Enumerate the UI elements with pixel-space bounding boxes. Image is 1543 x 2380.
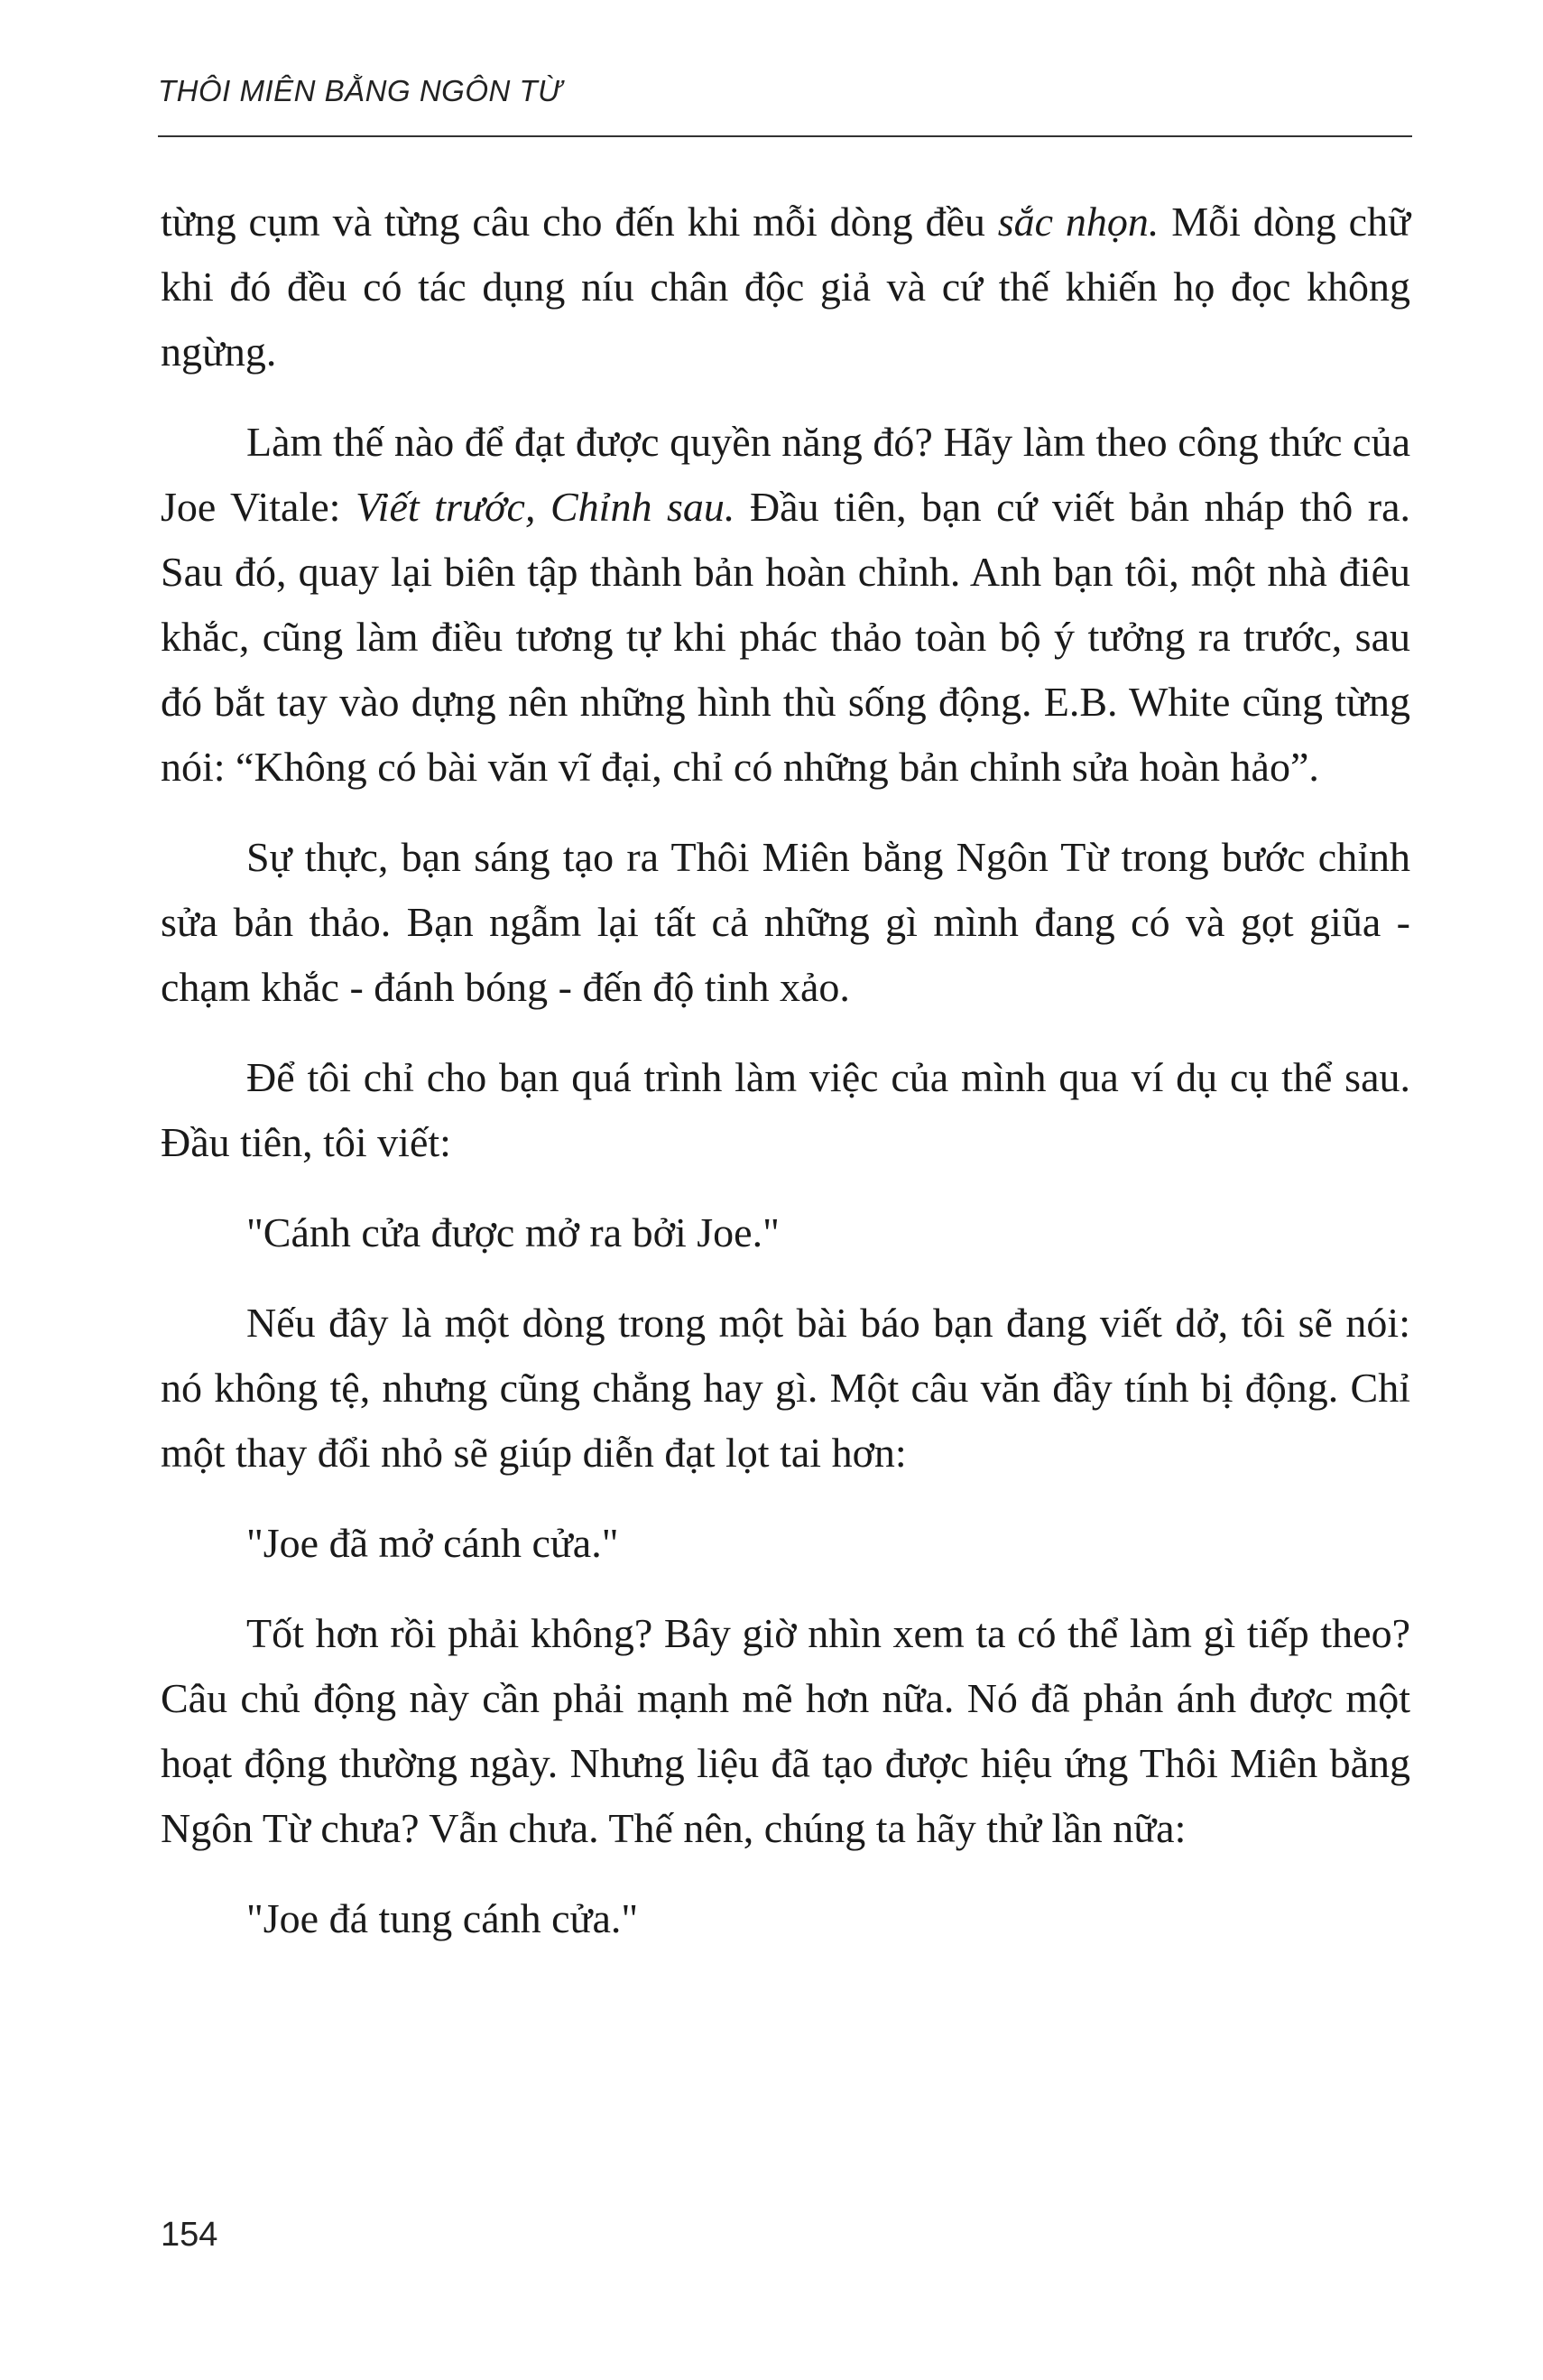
header-rule bbox=[158, 135, 1412, 137]
body-text bbox=[161, 190, 1410, 1977]
text-segment: Đầu tiên, bạn cứ viết bản nháp thô ra. Sau đó, quay lại biên tập thành bản hoàn chỉnh. Anh bạn tôi, một nhà điêu khắc, cũng làm điều tương tự khi phác thảo toàn bộ ý tưởng ra trước, sau đó bắt tay vào dựng nên những hình thù sống động. E.B. White cũng từng nói: “Không có bài văn vĩ đại, chỉ có những bản chỉnh sửa hoàn hảo”. bbox=[161, 484, 1411, 790]
body-paragraph bbox=[161, 190, 1410, 384]
text-segment: "Cánh cửa được mở ra bởi Joe." bbox=[246, 1209, 780, 1255]
text-segment: từng cụm và từng câu cho đến khi mỗi dòng đều bbox=[161, 199, 998, 245]
body-paragraph bbox=[161, 825, 1410, 1020]
text-segment: "Joe đã mở cánh cửa." bbox=[246, 1520, 619, 1566]
italic-phrase: sắc nhọn. bbox=[997, 199, 1160, 245]
text-segment: Sự thực, bạn sáng tạo ra Thôi Miên bằng Ngôn Từ trong bước chỉnh sửa bản thảo. Bạn ngẫm lại tất cả những gì mình đang có và gọt giũa - chạm khắc - đánh bóng - đến độ tinh xảo. bbox=[161, 834, 1410, 1010]
example-sentence bbox=[161, 1511, 1410, 1576]
text-segment: Nếu đây là một dòng trong một bài báo bạn đang viết dở, tôi sẽ nói: nó không tệ, nhưng cũng chẳng hay gì. Một câu văn đầy tính bị động. Chỉ một thay đổi nhỏ sẽ giúp diễn đạt lọt tai hơn: bbox=[161, 1300, 1410, 1476]
example-sentence bbox=[161, 1200, 1410, 1265]
text-segment: Làm thế nào để đạt được quyền năng đó? Hãy làm theo công thức của Joe Vitale: bbox=[161, 419, 1410, 530]
text-segment: Mỗi dòng chữ khi đó đều có tác dụng níu chân độc giả và cứ thế khiến họ đọc không ngừng. bbox=[161, 199, 1411, 375]
example-sentence bbox=[161, 1886, 1410, 1951]
text-segment: Để tôi chỉ cho bạn quá trình làm việc của mình qua ví dụ cụ thể sau. Đầu tiên, tôi viết: bbox=[161, 1054, 1410, 1165]
page-number: 154 bbox=[161, 2216, 218, 2254]
body-paragraph bbox=[161, 1291, 1410, 1486]
text-segment: "Joe đá tung cánh cửa." bbox=[246, 1895, 639, 1941]
text-segment: Tốt hơn rồi phải không? Bây giờ nhìn xem ta có thể làm gì tiếp theo? Câu chủ động này cần phải mạnh mẽ hơn nữa. Nó đã phản ánh được một hoạt động thường ngày. Nhưng liệu đã tạo được hiệu ứng Thôi Miên bằng Ngôn Từ chưa? Vẫn chưa. Thế nên, chúng ta hãy thử lần nữa: bbox=[161, 1610, 1410, 1851]
running-header: THÔI MIÊN BẰNG NGÔN TỪ bbox=[158, 74, 562, 107]
body-paragraph bbox=[161, 1601, 1410, 1861]
body-paragraph bbox=[161, 410, 1410, 800]
body-paragraph bbox=[161, 1045, 1410, 1175]
italic-phrase: Viết trước, Chỉnh sau. bbox=[356, 484, 735, 530]
